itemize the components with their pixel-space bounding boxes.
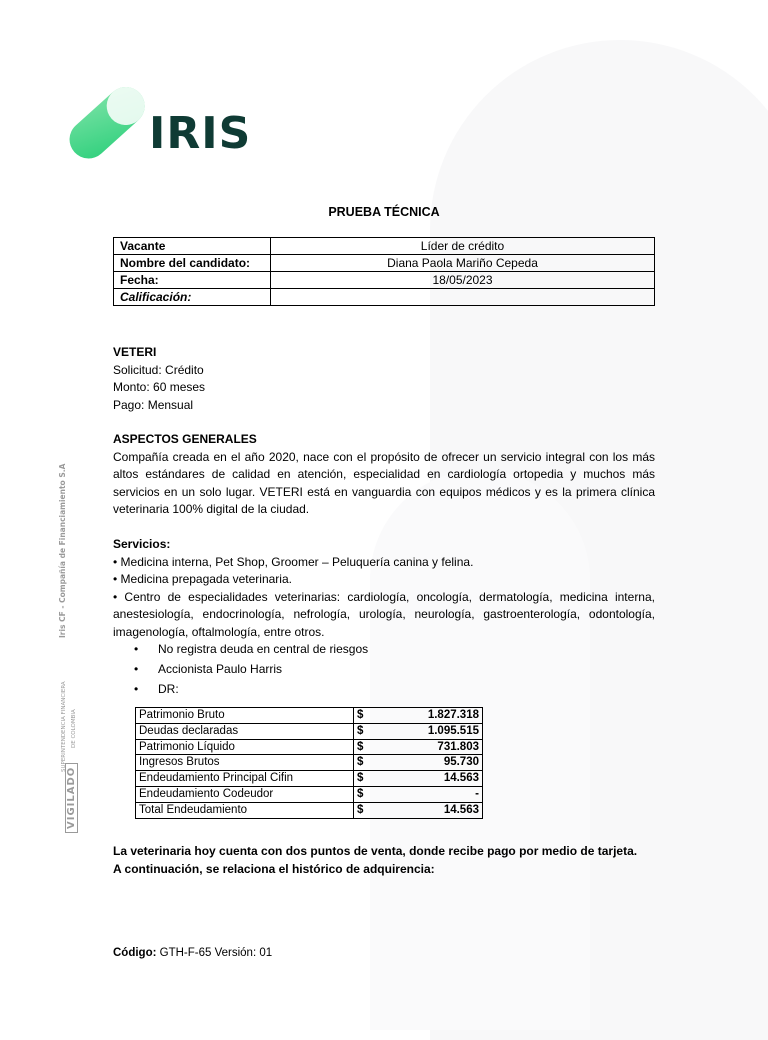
bullet-text: No registra deuda en central de riesgos <box>158 642 369 656</box>
bullet-text: DR: <box>158 682 179 696</box>
superintendencia-line2: DE COLOMBIA <box>71 709 77 748</box>
info-label: Nombre del candidato: <box>114 255 271 272</box>
table-row <box>114 255 655 272</box>
bullet-icon: • <box>134 642 139 656</box>
table-row <box>114 238 655 255</box>
info-label: Fecha: <box>114 272 271 289</box>
fin-currency: $ <box>354 708 379 724</box>
fin-currency: $ <box>354 771 379 787</box>
fin-value: 1.827.318 <box>378 708 483 724</box>
servicios-section <box>113 536 655 641</box>
fin-label: Patrimonio Líquido <box>136 739 354 755</box>
info-value: 18/05/2023 <box>271 272 655 289</box>
closing-paragraph: La veterinaria hoy cuenta con dos puntos de venta, donde recibe pago por medio de tarjeta. A continuación, se relaciona el histórico de adquirencia: <box>113 844 638 876</box>
fin-label: Deudas declaradas <box>136 723 354 739</box>
pago-line: Pago: Mensual <box>113 397 194 412</box>
footer-code <box>113 947 272 959</box>
fin-currency: $ <box>354 786 379 802</box>
fin-currency: $ <box>354 739 379 755</box>
document-title: PRUEBA TÉCNICA <box>328 205 440 219</box>
fin-label: Endeudamiento Codeudor <box>136 786 354 802</box>
company-legal-name: Iris CF - Compañía de Financiamiento S.A <box>58 463 67 638</box>
fin-value: 14.563 <box>378 771 483 787</box>
vigilado-seal <box>52 430 88 840</box>
company-summary <box>113 344 205 414</box>
info-value: Diana Paola Mariño Cepeda <box>271 255 655 272</box>
fin-value: 14.563 <box>378 802 483 818</box>
solicitud-line: Solicitud: Crédito <box>113 362 204 377</box>
table-row <box>136 708 483 724</box>
fin-value: 731.803 <box>378 739 483 755</box>
table-row <box>114 272 655 289</box>
footer-label: Código: <box>113 947 157 959</box>
fin-label: Ingresos Brutos <box>136 755 354 771</box>
financial-table <box>135 707 483 819</box>
fin-value: - <box>378 786 483 802</box>
superintendencia-line1: SUPERINTENDENCIA FINANCIERA <box>61 681 67 772</box>
table-row <box>136 786 483 802</box>
fin-label: Total Endeudamiento <box>136 802 354 818</box>
info-value: Líder de crédito <box>271 238 655 255</box>
table-row <box>136 802 483 818</box>
aspectos-heading: ASPECTOS GENERALES <box>113 432 257 446</box>
servicios-line: • Medicina interna, Pet Shop, Groomer – Peluquería canina y felina. <box>113 554 474 569</box>
fin-currency: $ <box>354 755 379 771</box>
company-name: VETERI <box>113 345 157 359</box>
fin-value: 1.095.515 <box>378 723 483 739</box>
bullet-text: Accionista Paulo Harris <box>158 662 283 676</box>
footer-value: GTH-F-65 Versión: 01 <box>159 947 273 959</box>
table-row <box>136 739 483 755</box>
vigilado-label: VIGILADO <box>65 763 78 833</box>
info-label: Calificación: <box>114 289 271 306</box>
info-table <box>113 237 655 306</box>
monto-line: Monto: 60 meses <box>113 380 206 394</box>
table-row <box>136 755 483 771</box>
servicios-heading: Servicios: <box>113 537 171 551</box>
table-row <box>136 723 483 739</box>
table-row <box>136 771 483 787</box>
aspectos-section <box>113 431 655 519</box>
bullet-icon: • <box>134 682 139 696</box>
fin-currency: $ <box>354 802 379 818</box>
bullet-icon: • <box>134 662 139 676</box>
info-label: Vacante <box>114 238 271 255</box>
servicios-line: • Medicina prepagada veterinaria. <box>113 572 292 586</box>
logo-text: IRIS <box>149 108 252 159</box>
fin-label: Endeudamiento Principal Cifin <box>136 771 354 787</box>
info-value <box>271 289 655 306</box>
fin-currency: $ <box>354 723 379 739</box>
fin-value: 95.730 <box>378 755 483 771</box>
aspectos-text: Compañía creada en el año 2020, nace con el propósito de ofrecer un servicio integral con los más altos estándares de calidad en atención, especialidad en cardiología ortopedia y muchos más servicios en un solo lugar. VETERI está en vanguardia con equipos médicos y es la primera clínica veterinaria 100% digital de la ciudad. <box>113 449 655 516</box>
table-row <box>114 289 655 306</box>
fin-label: Patrimonio Bruto <box>136 708 354 724</box>
servicios-line: • Centro de especialidades veterinarias: cardiología, oncología, dermatología, medicina interna, anestesiología, endocrinología, nefrología, urología, neurología, gastroenterología, odontología, imagenología, oftalmología, entre otros. <box>113 589 655 639</box>
